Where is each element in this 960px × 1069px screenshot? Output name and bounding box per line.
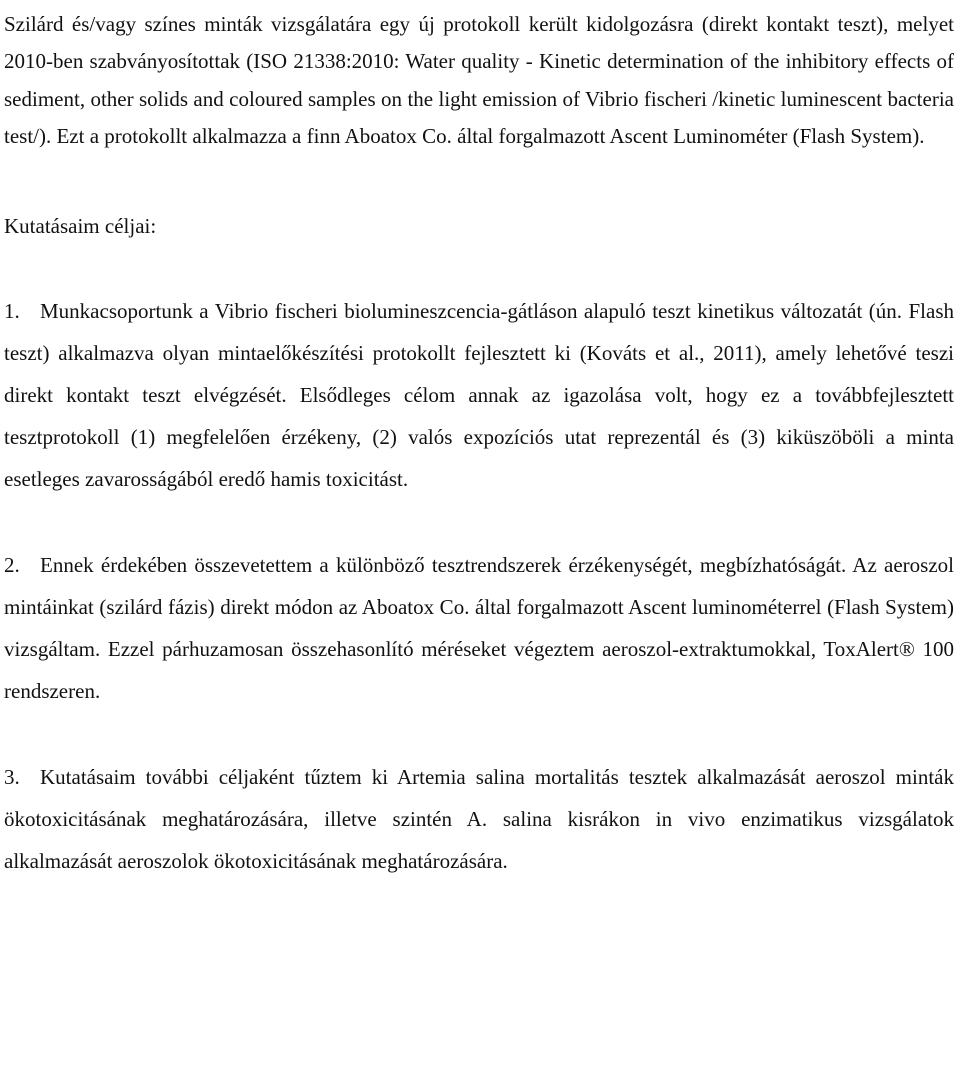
list-item-number: 1. [4, 298, 20, 323]
document-page [4, 6, 954, 882]
list-item-number: 3. [4, 764, 20, 789]
list-item [4, 544, 954, 712]
list-item-text: Ennek érdekében összevetettem a különböző tesztrendszerek érzékenységét, megbízhatóságát. Az aeroszol mintáinkat (szilárd fázis) direkt módon az Aboatox Co. által forgalmazott Ascent luminométerrel (Flash System) vizsgáltam. Ezzel párhuzamosan összehasonlító méréseket végeztem aeroszol-extraktumokkal, ToxAlert® 100 rendszeren. [4, 552, 954, 703]
list-item-text: Kutatásaim további céljaként tűztem ki Artemia salina mortalitás tesztek alkalmazását aeroszol minták ökotoxicitásának meghatározására, illetve szintén A. salina kisrákon in vivo enzimatikus vizsgálatok alkalmazását aeroszolok ökotoxicitásának meghatározására. [4, 764, 954, 873]
intro-paragraph: Szilárd és/vagy színes minták vizsgálatára egy új protokoll került kidolgozásra (direkt kontakt teszt), melyet 2010-ben szabványosítottak (ISO 21338:2010: Water quality - Kinetic determination of the inhibitory effects of sediment, other solids and coloured samples on the light emission of Vibrio fischeri /kinetic luminescent bacteria test/). Ezt a protokollt alkalmazza a finn Aboatox Co. által forgalmazott Ascent Luminométer (Flash System). [4, 12, 954, 149]
list-item [4, 756, 954, 882]
list-item-text: Munkacsoportunk a Vibrio fischeri biolumineszcencia-gátláson alapuló teszt kinetikus változatát (ún. Flash teszt) alkalmazva olyan mintaelőkészítési protokollt fejlesztett ki (Kováts et al., 2011), amely lehetővé teszi direkt kontakt teszt elvégzését. Elsődleges célom annak az igazolása volt, hogy ez a továbbfejlesztett tesztprotokoll (1) megfelelően érzékeny, (2) valós expozíciós utat reprezentál és (3) kiküszöböli a minta esetleges zavarosságából eredő hamis toxicitást. [4, 298, 954, 491]
list-item [4, 290, 954, 500]
list-item-number: 2. [4, 552, 20, 577]
section-heading: Kutatásaim céljai: [4, 213, 157, 238]
